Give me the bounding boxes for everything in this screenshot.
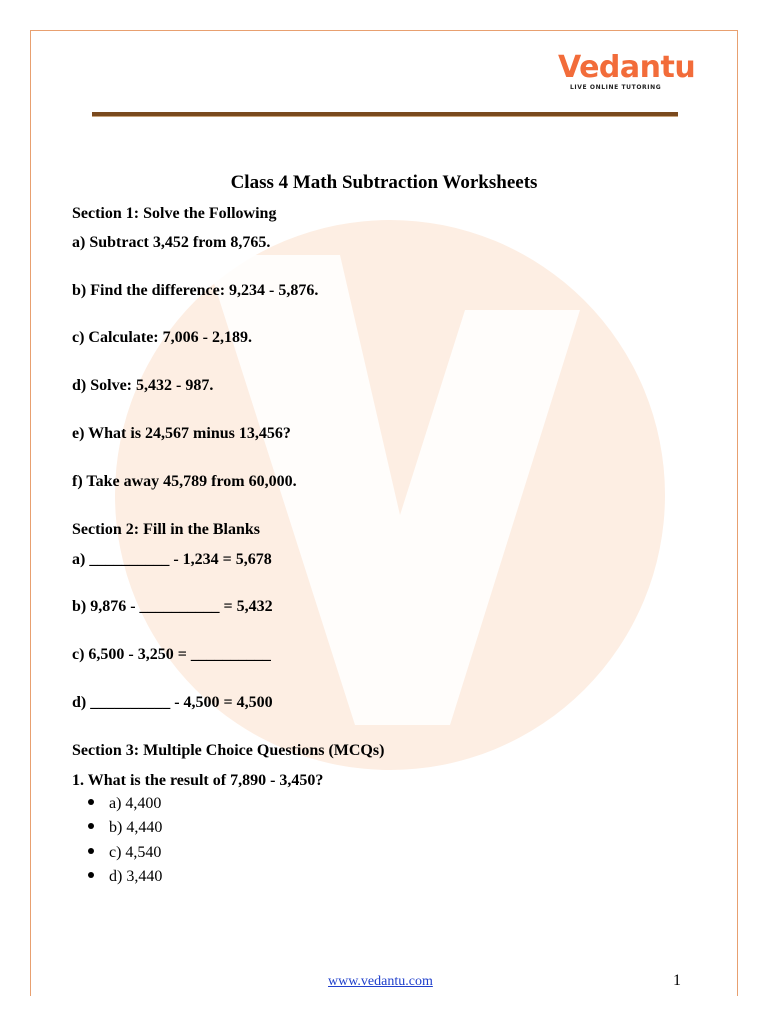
logo-tagline: LIVE ONLINE TUTORING <box>570 84 662 91</box>
section2-question-d: d) __________ - 4,500 = 4,500 <box>72 694 273 711</box>
mcq-option-a-label: a) 4,400 <box>109 795 162 812</box>
header-divider <box>92 112 678 117</box>
mcq-option-b-label: b) 4,440 <box>109 819 163 836</box>
section2-heading: Section 2: Fill in the Blanks <box>72 521 261 538</box>
logo-wordmark: Vedantu <box>558 50 696 85</box>
footer-website-link[interactable]: www.vedantu.com <box>328 974 433 989</box>
page-number: 1 <box>673 972 681 989</box>
mcq-question: 1. What is the result of 7,890 - 3,450? <box>72 772 324 789</box>
section1-question-e: e) What is 24,567 minus 13,456? <box>72 425 291 442</box>
mcq-option-b <box>88 819 162 837</box>
section1-heading: Section 1: Solve the Following <box>72 205 277 222</box>
section1-question-d: d) Solve: 5,432 - 987. <box>72 377 214 394</box>
mcq-option-a <box>88 795 161 813</box>
bullet-icon <box>88 872 94 878</box>
vedantu-logo[interactable] <box>558 50 696 91</box>
mcq-option-d-label: d) 3,440 <box>109 868 163 885</box>
section1-question-b: b) Find the difference: 9,234 - 5,876. <box>72 282 319 299</box>
section1-question-f: f) Take away 45,789 from 60,000. <box>72 473 297 490</box>
bullet-icon <box>88 823 94 829</box>
section2-question-b: b) 9,876 - __________ = 5,432 <box>72 598 273 615</box>
bullet-icon <box>88 848 94 854</box>
mcq-option-c <box>88 844 161 862</box>
bullet-icon <box>88 799 94 805</box>
section2-question-c: c) 6,500 - 3,250 = __________ <box>72 646 271 663</box>
mcq-option-d <box>88 868 162 886</box>
worksheet-title: Class 4 Math Subtraction Worksheets <box>230 172 538 193</box>
section1-question-c: c) Calculate: 7,006 - 2,189. <box>72 329 252 346</box>
section2-question-a: a) __________ - 1,234 = 5,678 <box>72 551 272 568</box>
section1-question-a: a) Subtract 3,452 from 8,765. <box>72 234 271 251</box>
section3-heading: Section 3: Multiple Choice Questions (MCQs) <box>72 742 385 759</box>
mcq-option-c-label: c) 4,540 <box>109 844 162 861</box>
